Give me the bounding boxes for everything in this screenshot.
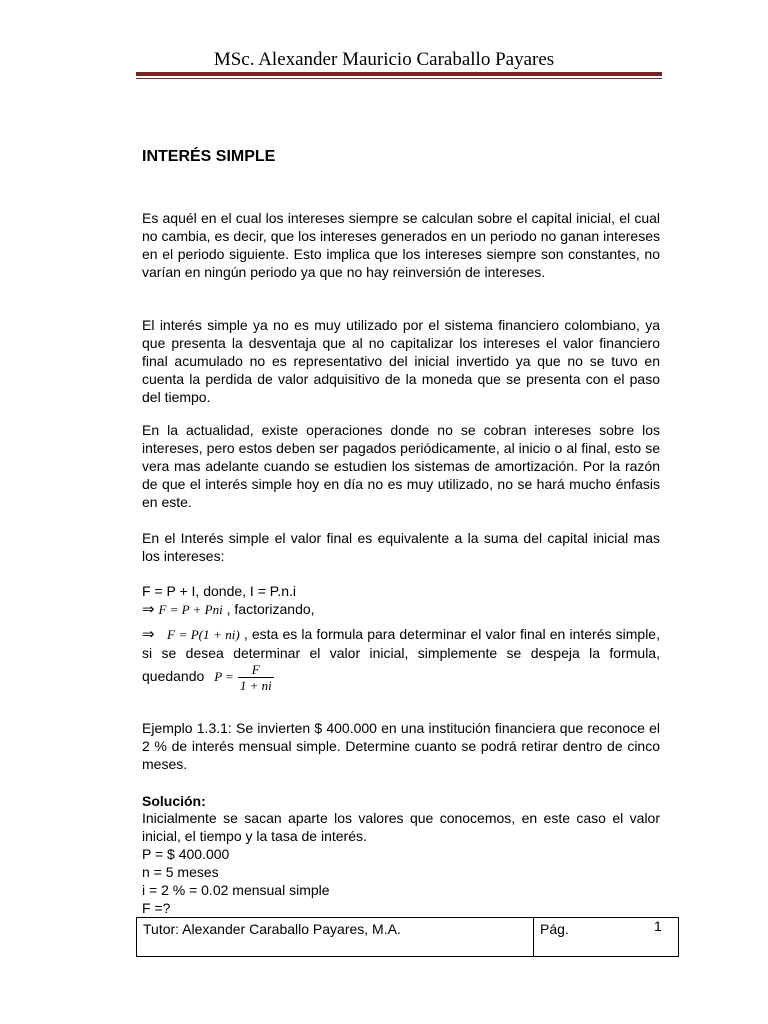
paragraph-definition: Es aquél en el cual los intereses siempre se calculan sobre el capital inicial, el cual no cambia, es decir, que los intereses generados en un periodo no ganan intereses en el periodo siguiente. Esto implica que los intereses siempre son constantes, no varían en ningún periodo ya que no hay reinversión de intereses. [142, 210, 660, 280]
paragraph-example: Ejemplo 1.3.1: Se invierten $ 400.000 en una institución financiera que reconoce el 2 % de interés mensual simple. Determine cuanto se podrá retirar dentro de cinco meses. [142, 720, 660, 772]
header-rule [136, 72, 662, 76]
formula-line-2 [142, 625, 660, 693]
fraction-numerator: F [238, 662, 274, 678]
value-f: F =? [142, 900, 171, 916]
paragraph-final-value: En el Interés simple el valor final es equivalente a la suma del capital inicial mas los intereses: [142, 530, 660, 564]
formula-line-1 [142, 600, 315, 619]
paragraph-current: En la actualidad, existe operaciones donde no se cobran intereses sobre los intereses, pero estos deben ser pagados periódicamente, al inicio o al final, esto se vera mas adelante cuando se estudien los sistemas de amortización. Por la razón de que el interés simple hoy en día no es muy utilizado, no se hará mucho énfasis en este. [142, 422, 660, 510]
solution-label: Solución: [142, 793, 206, 809]
footer-page-number: 1 [654, 918, 662, 934]
paragraph-usage: El interés simple ya no es muy utilizado por el sistema financiero colombiano, ya que presenta la desventaja que al no capitalizar los intereses el valor financiero final acumulado no es representativo del inicial invertido ya que no se tuvo en cuenta la perdida de valor adquisitivo de la moneda que se presenta con el paso del tiempo. [142, 317, 660, 405]
implies-arrow: ⇒ [142, 601, 155, 618]
formula-2-tail: , esta es la formula para determinar el valor final en interés simple, si se desea determinar el valor inicial, simplemente se despeja la formula, quedando [142, 626, 660, 685]
page-header-title: MSc. Alexander Mauricio Caraballo Payares [213, 49, 555, 70]
formula-f-expanded: F = P + Pni [158, 602, 223, 617]
fraction-denominator: 1 + ni [239, 678, 272, 693]
value-p: P = $ 400.000 [142, 846, 230, 862]
value-n: n = 5 meses [142, 864, 219, 880]
footer-divider [533, 918, 534, 956]
formula-f-factored: F = P(1 + ni) [167, 627, 240, 642]
footer-tutor: Tutor: Alexander Caraballo Payares, M.A. [143, 921, 401, 937]
formula-1-tail: , factorizando, [222, 601, 315, 617]
implies-arrow: ⇒ [142, 626, 155, 643]
page-footer [136, 917, 679, 957]
paragraph-solution: Inicialmente se sacan aparte los valores que conocemos, en este caso el valor inicial, el tiempo y la tasa de interés. [142, 810, 660, 844]
formula-p-lhs: P = [214, 669, 234, 685]
footer-page-label: Pág. [540, 921, 569, 937]
section-heading: INTERÉS SIMPLE [142, 148, 276, 165]
header-rule-thin [136, 78, 662, 79]
formula-p-fraction [238, 662, 274, 693]
formula-definition-line: F = P + I, donde, I = P.n.i [142, 583, 296, 599]
value-i: i = 2 % = 0.02 mensual simple [142, 882, 330, 898]
